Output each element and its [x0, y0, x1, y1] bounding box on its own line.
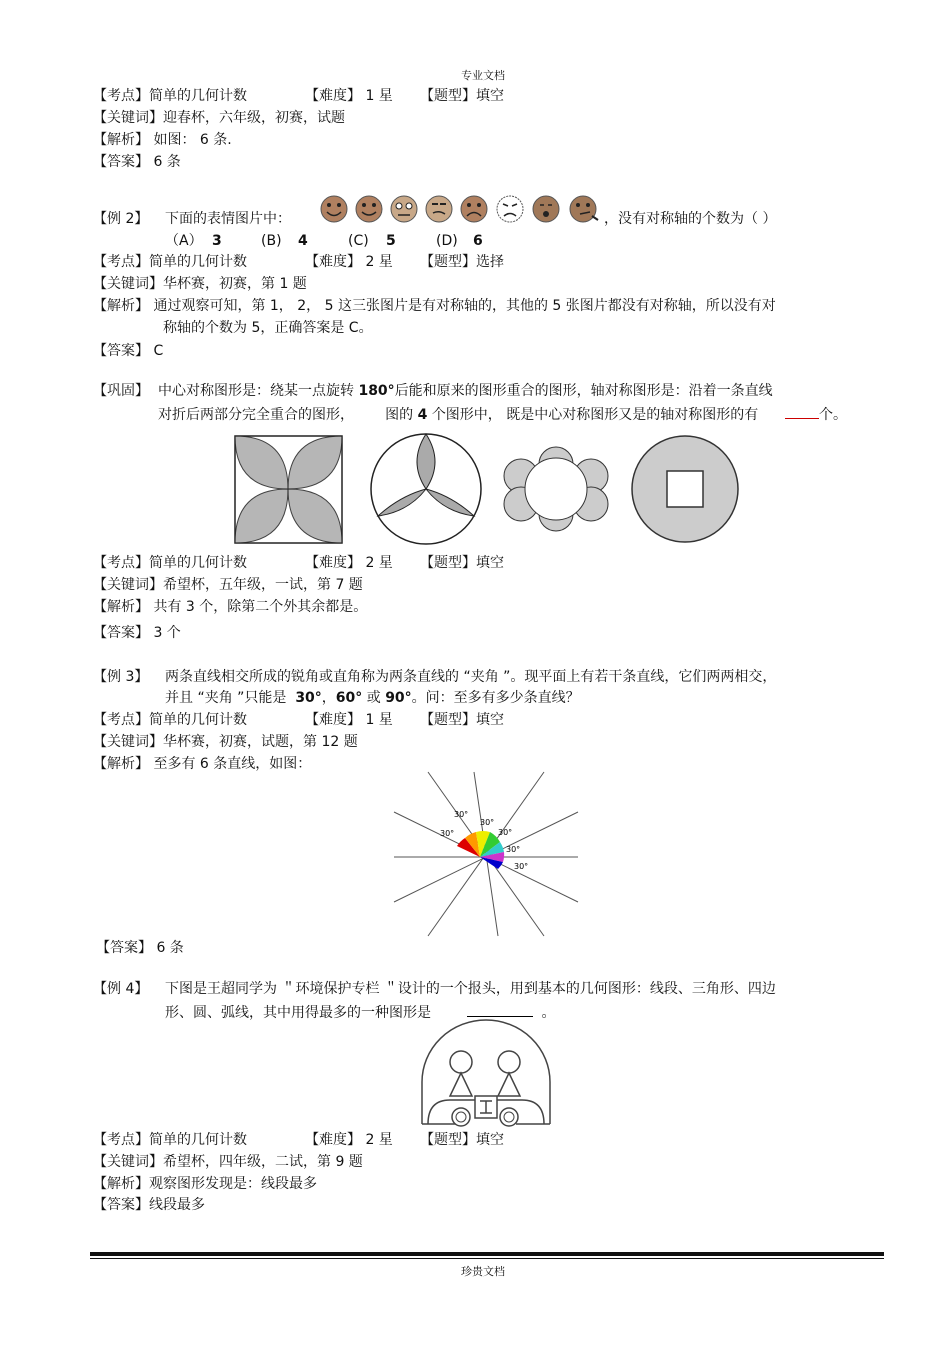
answer-label: 【答案】 6 条: [96, 940, 184, 956]
page-footer: 珍贵文档: [461, 1265, 505, 1278]
difficulty-label: 【难度】 1 星: [305, 712, 393, 728]
keywords-label: 【关键词】希望杯，五年级，一试，第 7 题: [93, 577, 363, 593]
flower-figure: [504, 447, 608, 531]
example-2-question-start: 下面的表情图片中：: [165, 211, 291, 227]
keywords-label: 【关键词】希望杯，四年级，二试，第 9 题: [93, 1154, 363, 1170]
six-lines-diagram: [394, 772, 578, 936]
option-a-label: （A）: [165, 233, 203, 249]
text-segment: 图的: [385, 407, 414, 423]
difficulty-label: 【难度】 2 星: [305, 254, 393, 270]
face-2-icon: [356, 196, 382, 222]
option-d-label: (D): [436, 233, 458, 249]
face-1-icon: [321, 196, 347, 222]
text-segment: 。问：至多有多少条直线？: [411, 690, 580, 706]
angle-label: 30°: [480, 818, 495, 827]
angle-value: 30°: [295, 690, 322, 706]
coin-figure: [632, 436, 738, 542]
difficulty-label: 【难度】 2 星: [305, 1132, 393, 1148]
question-type-label: 【题型】选择: [420, 254, 504, 270]
text-segment: 并且 “夹角 ”只能是: [165, 690, 287, 706]
option-b-value: 4: [298, 233, 308, 249]
answer-blank: [467, 1002, 533, 1017]
angle-value: 60°: [335, 690, 363, 706]
example-3-line-1: 两条直线相交所成的锐角或直角称为两条直线的 “夹角 ”。现平面上有若干条直线，它们两两相交，: [165, 669, 777, 685]
question-type-label: 【题型】填空: [420, 1132, 504, 1148]
page-header: 专业文档: [461, 69, 505, 82]
consolidation-line-1: [158, 382, 773, 400]
face-7-icon: [533, 196, 559, 222]
answer-label: 【答案】 C: [93, 343, 164, 359]
analysis-line-2: 称轴的个数为 5，正确答案是 C。: [163, 320, 373, 336]
angle-label: 30°: [506, 845, 521, 854]
angle-label: 30°: [498, 828, 513, 837]
newspaper-header-figure: [420, 1020, 552, 1126]
analysis-line-1: 【解析】 通过观察可知，第 1， 2， 5 这三张图片是有对称轴的，其他的 5 张图片都没有对称轴，所以没有对: [93, 298, 776, 314]
option-c-label: (C): [348, 233, 369, 249]
four-figures: [232, 432, 742, 547]
analysis-label: 【解析】 共有 3 个，除第二个外其余都是。: [93, 599, 368, 615]
question-type-label: 【题型】填空: [420, 712, 504, 728]
keywords-label: 【关键词】迎春杯，六年级，初赛，试题: [93, 110, 345, 126]
text-segment: 个图形中， 既是中心对称图形又是的轴对称图形的有: [431, 407, 759, 423]
consolidation-label: 【巩固】: [93, 383, 149, 399]
keywords-label: 【关键词】华杯赛，初赛，第 1 题: [93, 276, 307, 292]
face-4-icon: [426, 196, 452, 222]
figure-count: 4: [417, 407, 428, 423]
difficulty-label: 【难度】 2 星: [305, 555, 393, 571]
answer-label: 【答案】线段最多: [93, 1197, 205, 1213]
text-segment: 或: [366, 690, 381, 706]
answer-label: 【答案】 6 条: [93, 154, 181, 170]
face-3-icon: [391, 196, 417, 222]
kaodian-label: 【考点】简单的几何计数: [93, 712, 247, 728]
consolidation-line-2: [158, 404, 847, 424]
answer-label: 【答案】 3 个: [93, 625, 181, 641]
example-4-line-2: [165, 1002, 556, 1022]
circle-three-petal-figure: [371, 434, 481, 544]
question-type-label: 【题型】填空: [420, 88, 504, 104]
answer-blank: [785, 404, 819, 419]
option-c-value: 5: [386, 233, 396, 249]
question-type-label: 【题型】填空: [420, 555, 504, 571]
example-3-label: 【例 3】: [93, 669, 149, 685]
text-segment: 。: [541, 1005, 556, 1021]
option-d-value: 6: [473, 233, 483, 249]
option-a-value: 3: [212, 233, 222, 249]
footer-rule-thin: [90, 1258, 884, 1259]
angle-label: 30°: [514, 862, 529, 871]
keywords-label: 【关键词】华杯赛，初赛，试题，第 12 题: [93, 734, 358, 750]
text-segment: ，: [321, 690, 336, 706]
example-4-line-1: 下图是王超同学为 ＂环境保护专栏 ＂设计的一个报头，用到基本的几何图形：线段、三角形、四边: [165, 981, 776, 997]
option-b-label: (B): [261, 233, 282, 249]
analysis-label: 【解析】 如图： 6 条.: [93, 132, 232, 148]
face-6-icon: [497, 196, 523, 222]
analysis-label: 【解析】观察图形发现是：线段最多: [93, 1176, 317, 1192]
text-segment: 个。: [818, 407, 847, 423]
kaodian-label: 【考点】简单的几何计数: [93, 254, 247, 270]
example-2-question-end: ，没有对称轴的个数为（ ）: [604, 211, 777, 227]
text-segment: 中心对称图形是：绕某一点旋转: [158, 383, 354, 399]
text-segment: 后能和原来的图形重合的图形，轴对称图形是：沿着一条直线: [394, 383, 773, 399]
text-segment: 形、圆、弧线，其中用得最多的一种图形是: [165, 1005, 431, 1021]
analysis-label: 【解析】 至多有 6 条直线，如图：: [93, 756, 312, 772]
text-segment: 对折后两部分完全重合的图形，: [158, 407, 354, 423]
square-petal-figure: [235, 436, 342, 543]
footer-rule-thick: [90, 1252, 884, 1256]
kaodian-label: 【考点】简单的几何计数: [93, 1132, 247, 1148]
rotation-angle: 180°: [358, 383, 395, 399]
example-2-label: 【例 2】: [93, 211, 149, 227]
example-4-label: 【例 4】: [93, 981, 149, 997]
angle-label: 30°: [440, 829, 455, 838]
emoji-faces-figure: [318, 192, 606, 226]
face-8-icon: [570, 196, 598, 222]
example-3-line-2: [165, 689, 580, 707]
difficulty-label: 【难度】 1 星: [305, 88, 393, 104]
angle-value: 90°: [385, 690, 412, 706]
kaodian-label: 【考点】简单的几何计数: [93, 555, 247, 571]
kaodian-label: 【考点】简单的几何计数: [93, 88, 247, 104]
angle-label: 30°: [454, 810, 469, 819]
face-5-icon: [461, 196, 487, 222]
